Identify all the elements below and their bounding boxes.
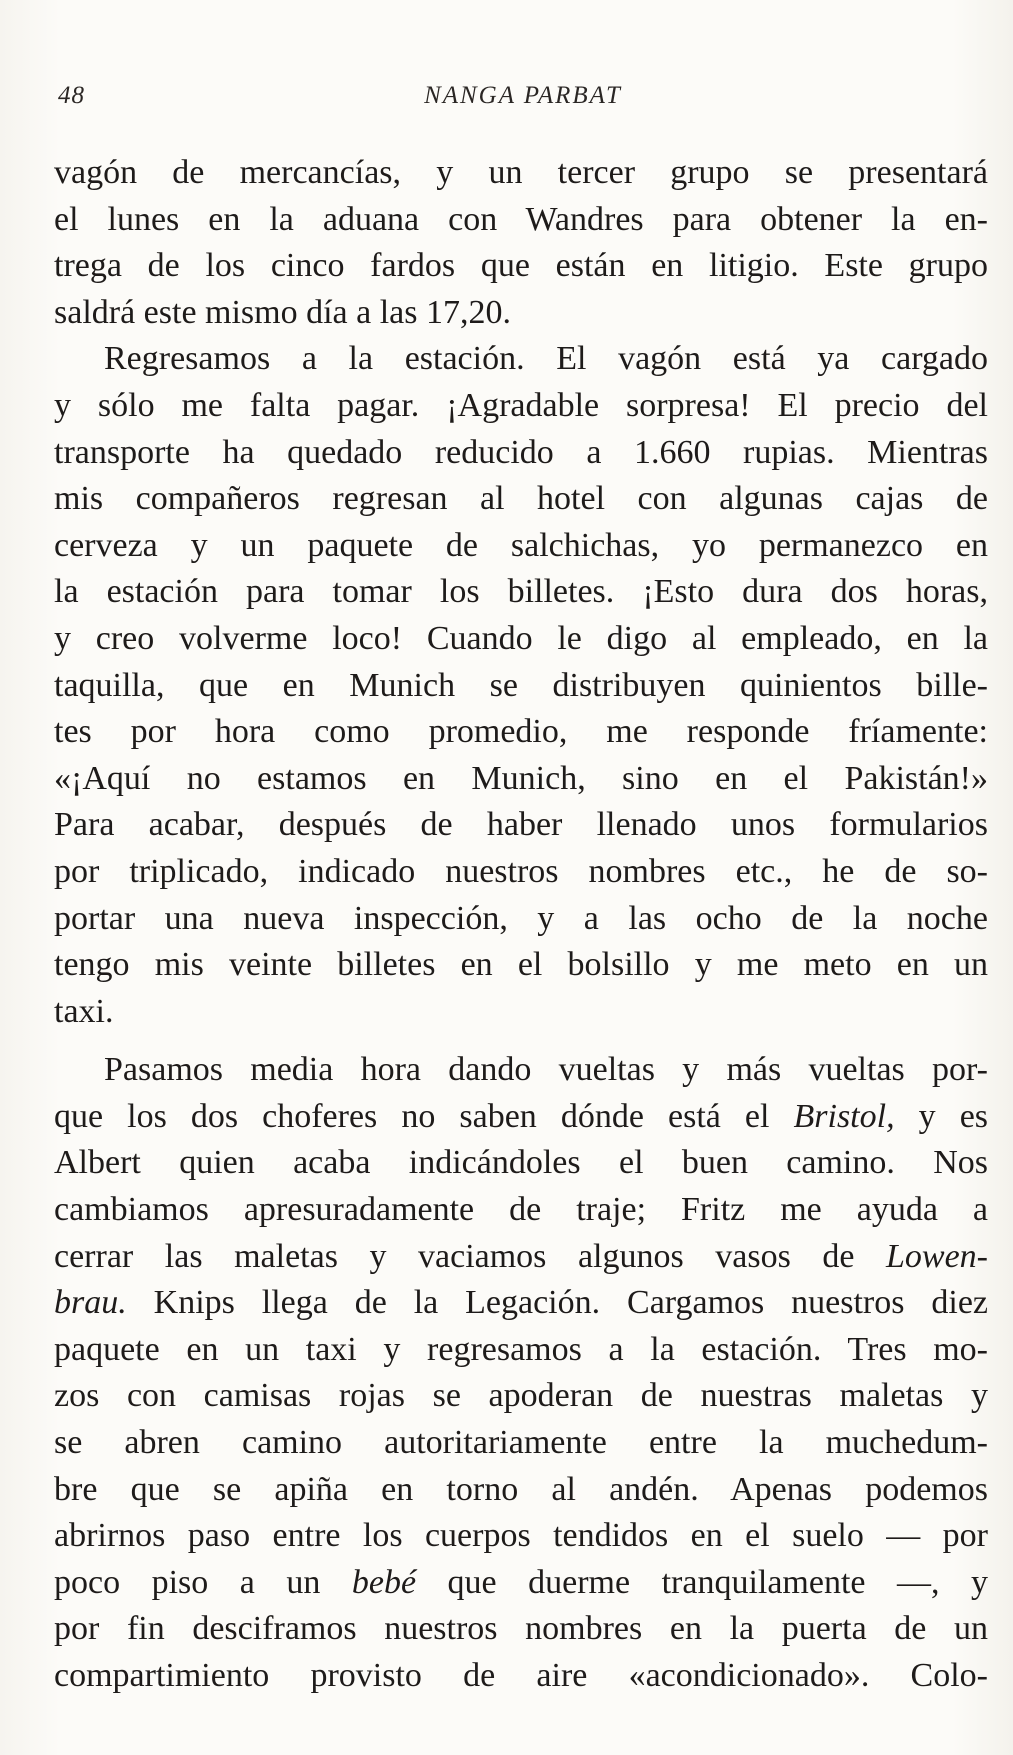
- text-segment: Knips llega de la Legación. Cargamos nuestros diez: [153, 1284, 989, 1322]
- text-segment: poco piso a un: [54, 1563, 321, 1601]
- text-line: [54, 1094, 988, 1141]
- text-line: vagón de mercancías, y un tercer grupo se presentará: [54, 154, 988, 191]
- running-head: NANGA PARBAT: [424, 82, 622, 109]
- paragraph: [54, 336, 988, 1035]
- text-line: la estación para tomar los billetes. ¡Esto dura dos horas,: [54, 573, 988, 611]
- paragraph: [54, 1047, 988, 1699]
- text-line: y creo volverme loco! Cuando le digo al empleado, en la: [54, 619, 988, 657]
- italic-text: Bristol,: [793, 1097, 895, 1135]
- text-line: cerveza y un paquete de salchichas, yo permanezco en: [54, 526, 988, 564]
- text-line: [54, 1280, 988, 1327]
- text-line: se abren camino autoritariamente entre la muchedum-: [54, 1424, 988, 1462]
- italic-text: Lowen-: [886, 1237, 988, 1275]
- text-line: paquete en un taxi y regresamos a la estación. Tres mo-: [54, 1330, 988, 1368]
- page-number: 48: [58, 82, 85, 109]
- text-line: Regresamos a la estación. El vagón está ya cargado: [104, 340, 988, 378]
- text-line: compartimiento provisto de aire «acondicionado». Colo-: [54, 1657, 988, 1694]
- text-line: tengo mis veinte billetes en el bolsillo y me meto en un: [54, 946, 988, 984]
- text-line: y sólo me falta pagar. ¡Agradable sorpresa! El precio del: [54, 386, 988, 424]
- page-header: [58, 82, 988, 112]
- text-line: por fin desciframos nuestros nombres en la puerta de un: [54, 1610, 988, 1648]
- text-line: saldrá este mismo día a las 17,20.: [54, 293, 512, 331]
- text-line: [54, 1560, 988, 1607]
- paragraph: [54, 150, 988, 336]
- text-line: el lunes en la aduana con Wandres para obtener la en-: [54, 200, 988, 238]
- text-line: cambiamos apresuradamente de traje; Fritz me ayuda a: [54, 1191, 988, 1229]
- text-line: taxi.: [54, 992, 114, 1030]
- text-segment: que los dos choferes no saben dónde está el: [54, 1097, 770, 1135]
- italic-text: brau.: [54, 1284, 127, 1322]
- text-line: abrirnos paso entre los cuerpos tendidos en el suelo — por: [54, 1517, 988, 1555]
- text-line: Pasamos media hora dando vueltas y más vueltas por-: [104, 1051, 988, 1089]
- text-segment: cerrar las maletas y vaciamos algunos vasos de: [54, 1237, 855, 1275]
- text-segment: que duerme tranquilamente —, y: [447, 1563, 988, 1601]
- text-line: mis compañeros regresan al hotel con algunas cajas de: [54, 480, 988, 518]
- paragraph-gap: [54, 1035, 988, 1047]
- text-line: [54, 1234, 988, 1281]
- text-line: por triplicado, indicado nuestros nombres etc., he de so-: [54, 852, 988, 890]
- text-line: portar una nueva inspección, y a las ocho de la noche: [54, 899, 988, 937]
- text-line: «¡Aquí no estamos en Munich, sino en el Pakistán!»: [54, 759, 988, 797]
- body-text: [54, 150, 988, 1700]
- text-line: tes por hora como promedio, me responde fríamente:: [54, 713, 988, 751]
- text-line: zos con camisas rojas se apoderan de nuestras maletas y: [54, 1377, 988, 1415]
- italic-text: bebé: [351, 1563, 417, 1601]
- text-line: transporte ha quedado reducido a 1.660 rupias. Mientras: [54, 433, 988, 471]
- text-line: trega de los cinco fardos que están en litigio. Este grupo: [54, 247, 988, 285]
- text-line: bre que se apiña en torno al andén. Apenas podemos: [54, 1470, 988, 1508]
- text-segment: y es: [918, 1097, 989, 1135]
- text-line: taquilla, que en Munich se distribuyen quinientos bille-: [54, 666, 988, 704]
- text-line: Para acabar, después de haber llenado unos formularios: [54, 806, 988, 844]
- text-line: Albert quien acaba indicándoles el buen camino. Nos: [54, 1144, 988, 1182]
